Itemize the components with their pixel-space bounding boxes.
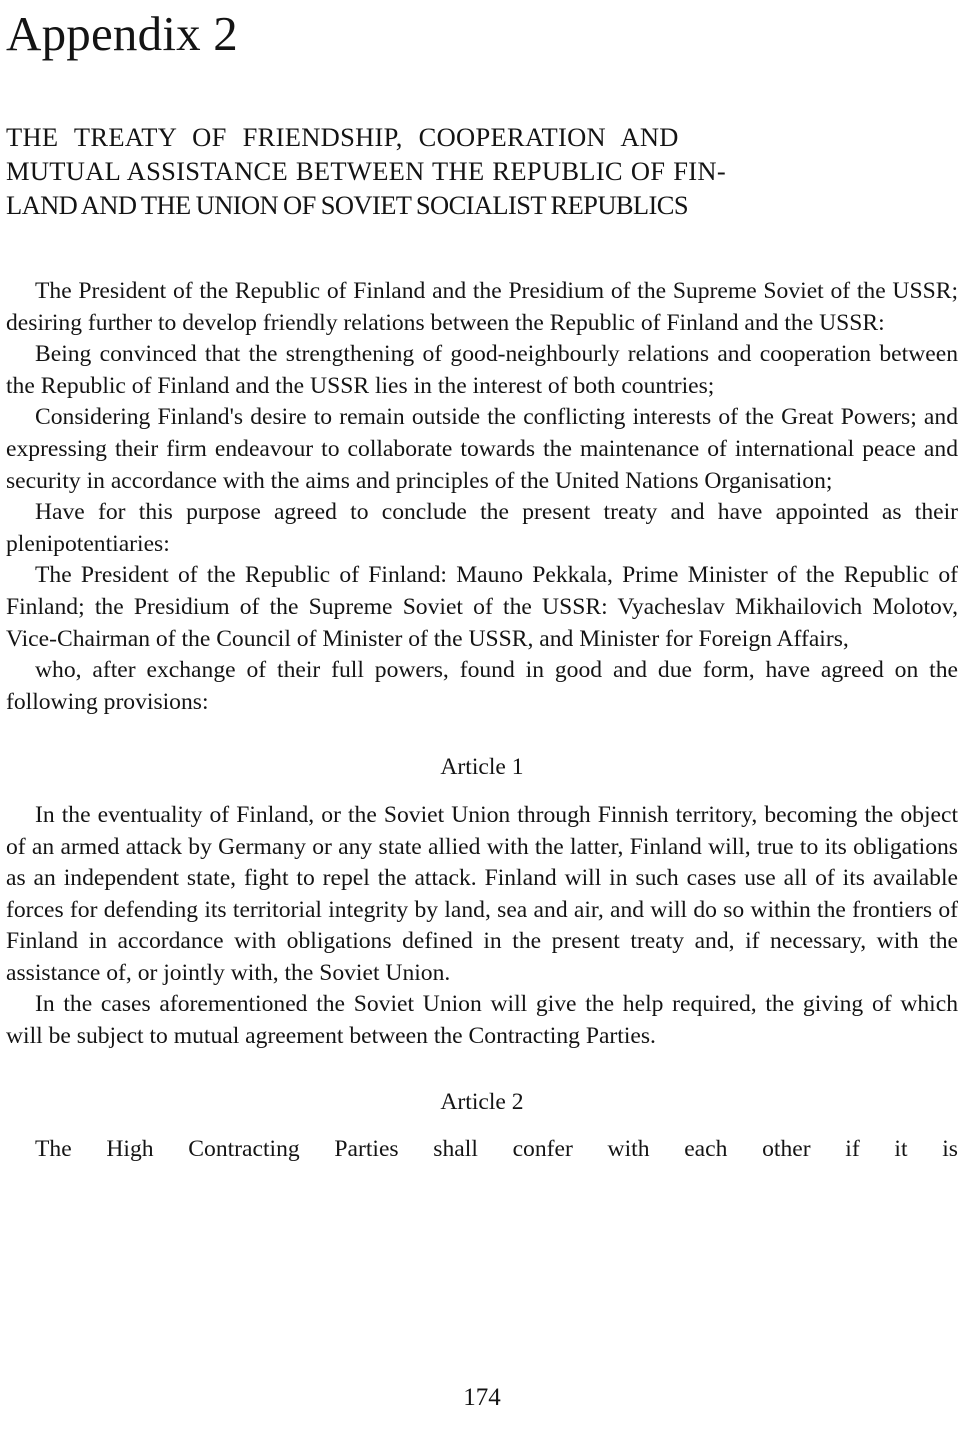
spacer [6,718,958,752]
treaty-title-line: MUTUAL ASSISTANCE BETWEEN THE REPUBLIC OF FIN- [6,156,726,186]
treaty-title [6,120,958,222]
preamble-paragraph: Considering Finland's desire to remain outside the conflicting interests of the Great Powers; and expressing their firm endeavour to collaborate towards the maintenance of international peace and security in accordance with the aims and principles of the United Nations Organisation; [6,404,958,494]
appendix-title: Appendix 2 [6,6,238,61]
document-body [6,276,958,1166]
spacer [6,1053,958,1087]
spacer [6,784,958,800]
preamble-paragraph: Being convinced that the strengthening of good-neighbourly relations and cooperation between the Republic of Finland and the USSR lies in the interest of both countries; [6,341,958,399]
preamble-paragraph: The President of the Republic of Finland: Mauno Pekkala, Prime Minister of the Republic of Finland; the Presidium of the Supreme Soviet of the USSR: Vyacheslav Mikhailovich Molotov, Vice-Chairman of the Council of Minister of the USSR, and Minister for Foreign Affairs, [6,562,958,652]
treaty-title-line: LAND AND THE UNION OF SOVIET SOCIALIST REPUBLICS [6,190,688,220]
preamble-paragraph: Have for this purpose agreed to conclude the present treaty and have appointed as their plenipotentiaries: [6,499,958,557]
preamble-paragraph: The President of the Republic of Finland and the Presidium of the Supreme Soviet of the USSR; desiring further to develop friendly relations between the Republic of Finland and the USSR: [6,278,958,336]
treaty-title-line: THE TREATY OF FRIENDSHIP, COOPERATION AND [6,122,679,152]
page-number: 174 [463,1384,501,1411]
article-2-paragraph: The High Contracting Parties shall confer with each other if it is [35,1136,958,1163]
article-1-paragraph: In the cases aforementioned the Soviet Union will give the help required, the giving of which will be subject to mutual agreement between the Contracting Parties. [6,991,958,1050]
preamble-paragraph: who, after exchange of their full powers, found in good and due form, have agreed on the following provisions: [6,657,958,715]
article-2-heading: Article 2 [440,1088,524,1115]
spacer [6,1118,958,1134]
article-1-paragraph: In the eventuality of Finland, or the Soviet Union through Finnish territory, becoming the object of an armed attack by Germany or any state allied with the latter, Finland will, true to its obligations as an independent state, fight to repel the attack. Finland will in such cases use all of its available forces for defending its territorial integrity by land, sea and air, and will do so within the frontiers of Finland in accordance with obligations defined in the present treaty and, if necessary, with the assistance of, or jointly with, the Soviet Union. [6,801,958,986]
article-1-heading: Article 1 [440,754,524,781]
document-page [6,0,958,1446]
